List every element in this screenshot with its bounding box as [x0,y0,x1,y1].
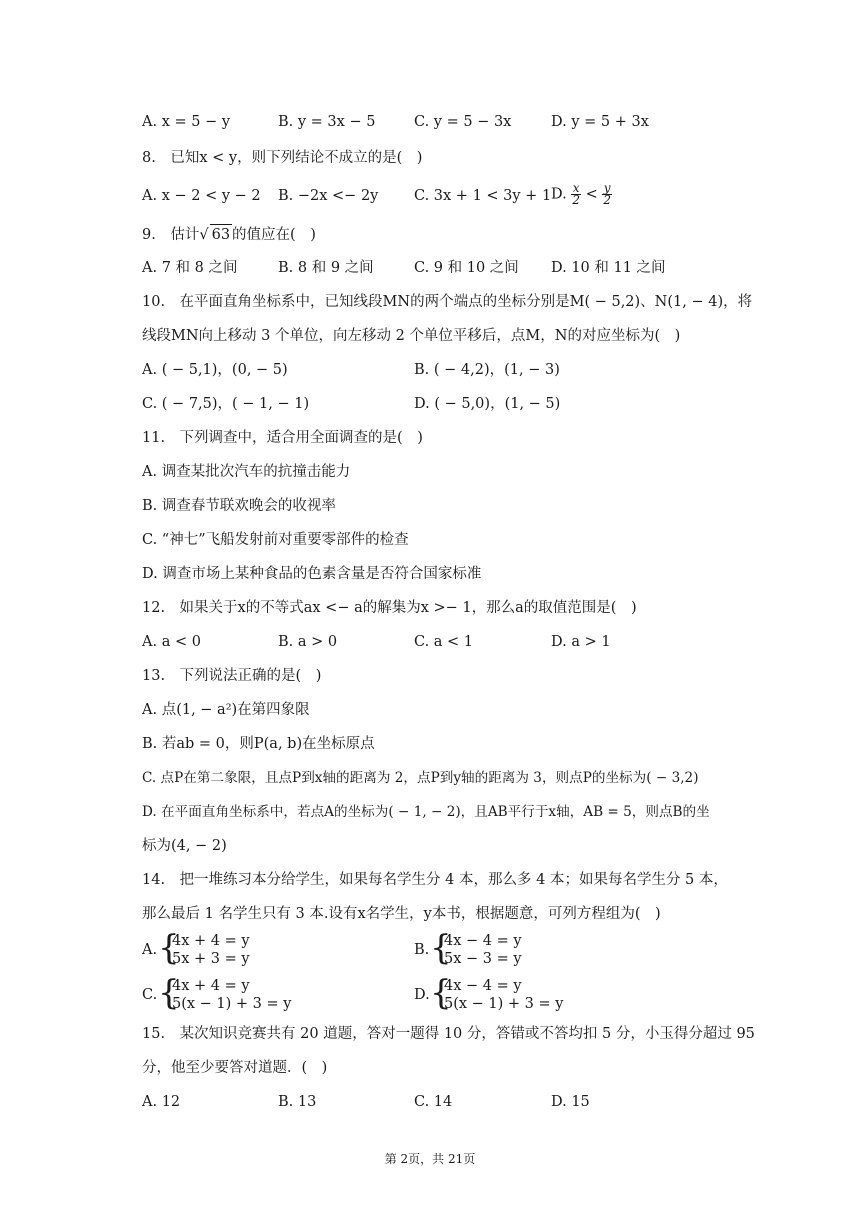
brace-icon: { [430,928,452,968]
q14-a-eq2: 5x + 3 = y [172,951,250,967]
q12-option-d[interactable]: D. a > 1 [551,634,611,650]
q9-stem [142,224,316,245]
q12-option-c[interactable]: C. a < 1 [414,634,474,650]
q9-option-b[interactable]: B. 8 和 9 之间 [278,260,374,276]
q15-stem-line1: 15. 某次知识竞赛共有 20 道题，答对一题得 10 分，答错或不答均扣 5 分，小玉得分超过 95 [142,1026,755,1042]
q14-option-b-label: B. [414,942,430,958]
q15-option-a[interactable]: A. 12 [142,1094,181,1110]
q8-option-b[interactable]: B. −2x <− 2y [278,188,379,204]
q13-option-a[interactable]: A. 点(1, − a²)在第四象限 [142,702,310,718]
q14-c-eq2: 5(x − 1) + 3 = y [172,996,292,1012]
q11-option-c[interactable]: C. “神七”飞船发射前对重要零部件的检查 [142,532,409,548]
q13-option-d[interactable]: D. 在平面直角坐标系中，若点A的坐标为( − 1, − 2)，且AB平行于x轴，AB = 5，则点B的坐 [142,804,710,820]
q14-b-eq1: 4x − 4 = y [444,933,522,949]
q8-option-a[interactable]: A. x − 2 < y − 2 [142,188,261,204]
q8-fraction-x: $\frac{x}{2}$ [572,181,580,207]
q10-option-b[interactable]: B. ( − 4,2)，(1, − 3) [414,362,560,378]
q10-stem-line2: 线段MN向上移动 3 个单位，向左移动 2 个单位平移后，点M，N的对应坐标为( ) [142,328,681,344]
q14-d-eq2: 5(x − 1) + 3 = y [444,996,564,1012]
q13-stem: 13. 下列说法正确的是( ) [142,668,322,684]
q7-option-c[interactable]: C. y = 5 − 3x [414,114,512,130]
q11-stem: 11. 下列调查中，适合用全面调查的是( ) [142,430,423,446]
q9-stem-pre: 9. 估计 [142,227,200,243]
q9-option-d[interactable]: D. 10 和 11 之间 [551,260,666,276]
q9-option-a[interactable]: A. 7 和 8 之间 [142,260,238,276]
q7-option-d[interactable]: D. y = 5 + 3x [551,114,649,130]
q12-option-b[interactable]: B. a > 0 [278,634,338,650]
q9-option-c[interactable]: C. 9 和 10 之间 [414,260,519,276]
q10-option-d[interactable]: D. ( − 5,0)，(1, − 5) [414,396,561,412]
q15-option-d[interactable]: D. 15 [551,1094,590,1110]
sqrt-sign: √ [199,227,209,243]
q12-option-a[interactable]: A. a < 0 [142,634,201,650]
q11-option-b[interactable]: B. 调查春节联欢晚会的收视率 [142,498,336,514]
q9-stem-post: 的值应在( ) [232,227,316,243]
q7-option-b[interactable]: B. y = 3x − 5 [278,114,376,130]
q14-b-eq2: 5x − 3 = y [444,951,522,967]
q8-option-c[interactable]: C. 3x + 1 < 3y + 1 [414,188,552,204]
q14-option-d-label: D. [414,987,430,1003]
q10-option-c[interactable]: C. ( − 7,5)，( − 1, − 1) [142,396,310,412]
brace-icon: { [430,973,452,1013]
q13-option-d-cont: 标为(4, − 2) [142,838,227,854]
q11-option-a[interactable]: A. 调查某批次汽车的抗撞击能力 [142,464,351,480]
brace-icon: { [158,928,180,968]
q15-stem-line2: 分，他至少要答对道题．( ) [142,1060,328,1076]
brace-icon: { [158,973,180,1013]
q10-option-a[interactable]: A. ( − 5,1)，(0, − 5) [142,362,288,378]
q14-stem-line2: 那么最后 1 名学生只有 3 本.设有x名学生，y本书，根据题意，可列方程组为( ) [142,906,661,922]
page-footer: 第 2页，共 21页 [384,1152,476,1166]
q14-stem-line1: 14. 把一堆练习本分给学生，如果每名学生分 4 本，那么多 4 本；如果每名学生分 5 本， [142,872,728,888]
q15-option-b[interactable]: B. 13 [278,1094,317,1110]
q14-option-c-label: C. [142,987,158,1003]
q7-option-a[interactable]: A. x = 5 − y [142,114,231,130]
q12-stem: 12. 如果关于x的不等式ax <− a的解集为x >− 1，那么a的取值范围是( ) [142,600,637,616]
q13-option-b[interactable]: B. 若ab = 0，则P(a, b)在坐标原点 [142,736,375,752]
q14-c-eq1: 4x + 4 = y [172,978,250,994]
q14-a-eq1: 4x + 4 = y [172,933,250,949]
q8-option-d[interactable] [551,183,612,206]
q14-d-eq1: 4x − 4 = y [444,978,522,994]
q8-stem: 8. 已知x < y，则下列结论不成立的是( ) [142,150,423,166]
q9-radicand: 63 [210,224,232,245]
q13-option-c[interactable]: C. 点P在第二象限，且点P到x轴的距离为 2，点P到y轴的距离为 3，则点P的坐标为( − 3,2) [142,770,699,786]
q11-option-d[interactable]: D. 调查市场上某种食品的色素含量是否符合国家标准 [142,566,482,582]
q14-option-a-label: A. [142,942,158,958]
q8-fraction-y: $\frac{y}{2}$ [603,181,611,207]
q15-option-c[interactable]: C. 14 [414,1094,453,1110]
q10-stem-line1: 10. 在平面直角坐标系中，已知线段MN的两个端点的坐标分别是M( − 5,2)、N(1, − 4)，将 [142,294,753,310]
q8-option-d-label: D. [551,186,567,203]
q8-less-than: < [585,186,598,203]
